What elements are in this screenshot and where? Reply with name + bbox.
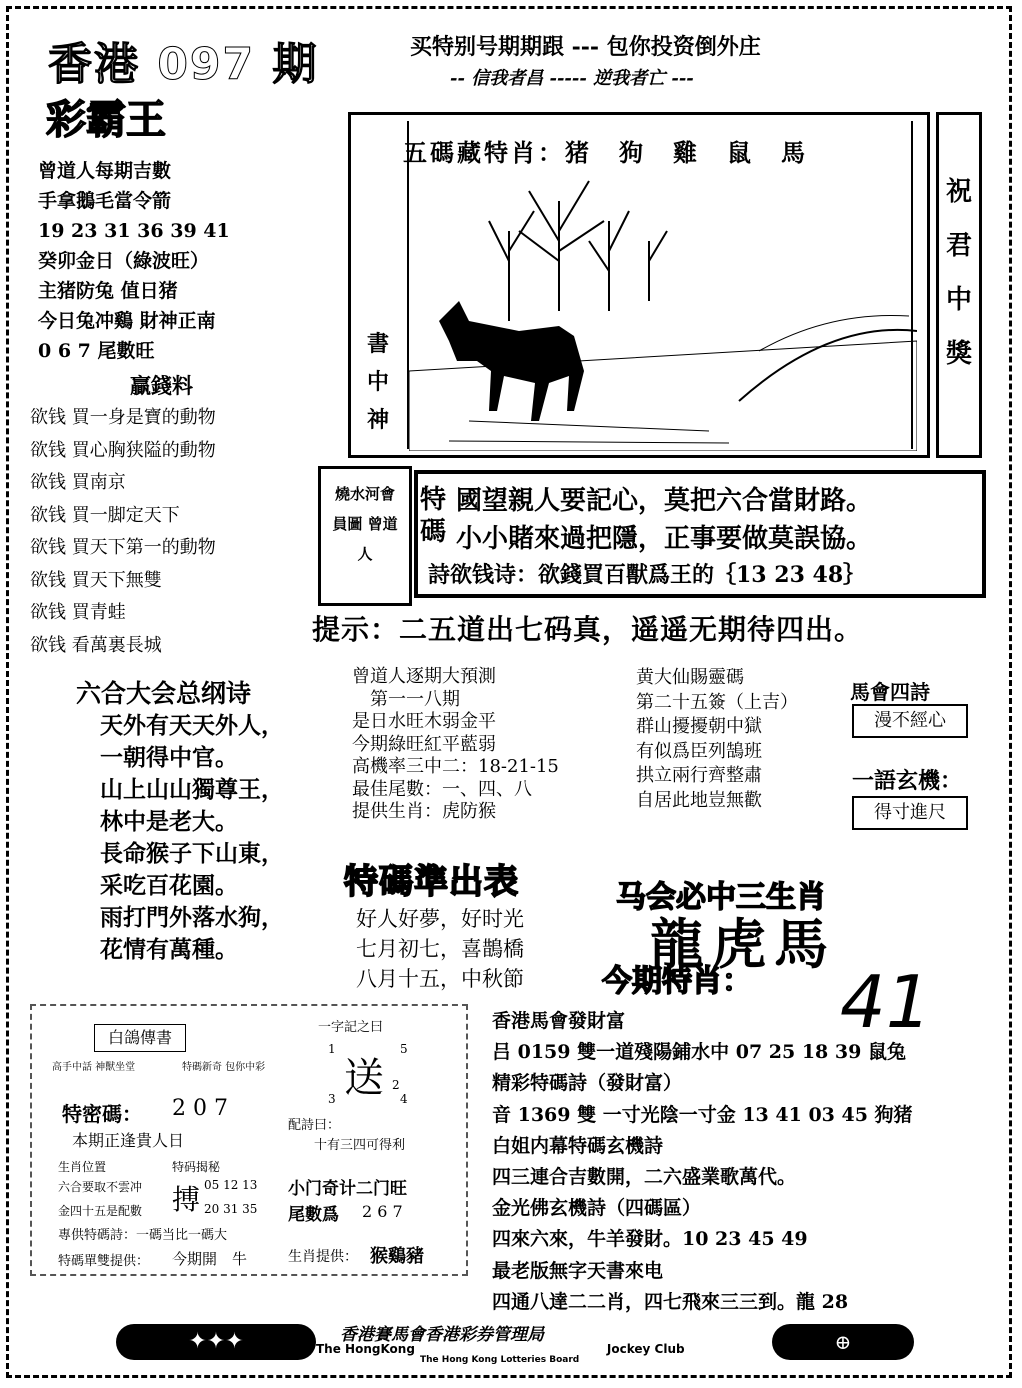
- slogan-sub: -- 信我者昌 ----- 逆我者亡 ---: [450, 68, 694, 89]
- pos-line-1: 六合要取不雲冲: [58, 1180, 143, 1194]
- donkey-icon: [439, 301, 584, 421]
- tema-table: [356, 904, 524, 994]
- door-tip: 小门奇计二门旺: [288, 1179, 407, 1199]
- prediction-block: [352, 666, 559, 824]
- list-item: 吕 0159 雙一道殘陽鋪水中 07 25 18 39 鼠兔: [492, 1041, 906, 1064]
- pos-line-2: 金四十五是配數: [58, 1204, 143, 1218]
- zonggang-poem: [100, 710, 284, 966]
- tema-tag: 特碼: [420, 485, 447, 547]
- intro-line: 主猪防兔 值日猪: [38, 280, 178, 302]
- tip-line: 提示：二五道出七码真，遥遥无期待四出。: [312, 613, 864, 646]
- donkey-landscape-illustration: [409, 121, 917, 451]
- left-vertical-label: 書中神: [366, 331, 389, 433]
- list-item: 欲钱 買天下第一的動物: [30, 537, 216, 558]
- slogan-main: 买特别号期期跟 --- 包你投资倒外庄: [410, 34, 761, 60]
- prediction-line: 最佳尾數：一、四、八: [352, 778, 532, 800]
- tail-label: 尾數爲: [288, 1205, 339, 1225]
- oracle-line: 群山擾擾朝中獄: [636, 716, 762, 737]
- pigeon-card: [30, 1004, 468, 1276]
- oracle-block: [636, 666, 798, 813]
- list-item: 香港馬會發財富: [492, 1010, 626, 1032]
- jockey-club-logo: ✦✦✦: [116, 1324, 316, 1360]
- poem-line: 天外有天天外人，: [100, 712, 284, 739]
- poem-line-2: 小小賭來過把隱，正事要做莫誤協。: [456, 524, 873, 554]
- prediction-line: 提供生肖：虎防猴: [352, 801, 496, 822]
- oracle-line: 有似爲臣列鵠班: [636, 740, 762, 762]
- oracle-line: 自居此地豈無歡: [636, 789, 762, 811]
- illustration-box: [348, 112, 930, 458]
- win-section-title: 贏錢料: [130, 373, 193, 398]
- list-item: 四通八達二二肖，四七飛來三三到。龍 28: [492, 1290, 849, 1313]
- footer-en2: The Hong Kong Lotteries Board: [420, 1355, 580, 1365]
- kill-label: 特码揭秘: [172, 1160, 221, 1174]
- five-code-heading: 五碼藏特肖：猪 狗 雞 鼠 馬: [403, 138, 808, 167]
- poem-line: 一朝得中官。: [100, 744, 238, 771]
- intro-line: 曾道人每期吉數: [38, 160, 172, 182]
- today-zodiac-label: 今期特肖：: [602, 964, 752, 999]
- card-title: 白鴿傳書: [94, 1024, 186, 1052]
- secret-value: 2 0 7: [172, 1096, 228, 1121]
- intro-line: 手拿鵝毛當令箭: [38, 190, 172, 212]
- list-item: 欲钱 買一身是寶的動物: [30, 407, 216, 428]
- num-3: 3: [328, 1092, 336, 1106]
- list-item: 精彩特碼詩（發財富）: [492, 1072, 683, 1095]
- special-poem: 專供特碼詩：一碼当比一碼大: [58, 1228, 228, 1243]
- poem-box: [414, 470, 986, 598]
- box2-title: 一語玄機：: [852, 768, 963, 794]
- kill-char: 搏: [172, 1183, 201, 1216]
- prediction-line: 是日水旺木弱金平: [352, 711, 496, 732]
- pos-label: 生肖位置: [58, 1160, 107, 1174]
- kill-nums-2: 20 31 35: [204, 1202, 258, 1216]
- oracle-line: 拱立兩行齊整肅: [636, 765, 762, 786]
- list-item: 音 1369 雙 一寸光陰一寸金 13 41 03 45 狗猪: [492, 1103, 913, 1126]
- right-bottom-list: [492, 1006, 913, 1318]
- noble-day: 本期正逢貴人日: [72, 1131, 185, 1150]
- intro-line: 19 23 31 36 39 41: [38, 220, 230, 242]
- poem-label: 配詩曰：: [288, 1118, 341, 1133]
- zonggang-title: 六合大会总纲诗: [76, 679, 252, 708]
- list-item: 欲钱 看萬裏長城: [30, 634, 162, 656]
- list-item: 欲钱 買天下無雙: [30, 569, 162, 591]
- intro-line: 癸卯金日（綠波旺）: [38, 250, 210, 272]
- lotteries-logo: ⊕: [772, 1324, 914, 1360]
- list-item: 最老版無字天書來电: [492, 1259, 664, 1282]
- list-item: 四三連合吉數開，二六盛業歌萬代。: [492, 1166, 797, 1189]
- double-value: 今期開 牛: [172, 1250, 248, 1268]
- footer-cn: 香港賽馬會香港彩券管理局: [340, 1325, 544, 1345]
- list-item: 欲钱 買青蛙: [30, 602, 126, 623]
- illustration-frame: [407, 121, 913, 449]
- card-poem: 十有三四可得利: [314, 1138, 406, 1153]
- oracle-line: 第二十五簽（上吉）: [636, 691, 798, 713]
- num-1: 1: [328, 1042, 336, 1056]
- poem-line: 采吃百花園。: [100, 872, 238, 899]
- poem-line-1: 國望親人要記心，莫把六合當財路。: [456, 486, 873, 516]
- prediction-line: 第一一八期: [352, 688, 460, 710]
- prediction-line: 今期綠旺紅平藍弱: [352, 733, 496, 755]
- list-item: 欲钱 買一脚定天下: [30, 504, 180, 526]
- prediction-line: 高機率三中二：18-21-15: [352, 756, 559, 777]
- list-item: 欲钱 買南京: [30, 472, 126, 493]
- card-sub-right: 特碼新奇 包你中彩: [182, 1062, 266, 1073]
- tema-line: 八月十五，中秋節: [356, 967, 524, 991]
- num-4: 4: [400, 1092, 408, 1106]
- secret-label: 特密碼：: [62, 1102, 142, 1126]
- right-vertical-label: 祝君中獎: [936, 112, 982, 458]
- list-item: 四來六來，牛羊發財。10 23 45 49: [492, 1228, 808, 1251]
- word-char: 送: [344, 1055, 384, 1101]
- list-item: 欲钱 買心胸狭隘的動物: [30, 439, 216, 461]
- poem-line-3: 詩欲钱诗：欲錢買百獸爲王的｛13 23 48｝: [428, 562, 866, 588]
- tema-line: 好人好夢，好时光: [356, 907, 524, 931]
- card-sub-left: 高手中話 神獸坐堂: [52, 1062, 136, 1073]
- handwritten-number: 41: [840, 960, 932, 1044]
- intro-line: 今日兔冲鷄 財神正南: [38, 310, 216, 332]
- prediction-line: 曾道人逐期大預測: [352, 666, 496, 687]
- double-label: 特碼單雙提供：: [58, 1254, 150, 1269]
- win-list: [30, 402, 216, 662]
- list-item: 白姐内幕特碼玄機詩: [492, 1134, 664, 1157]
- box1-text: 漫不經心: [852, 704, 968, 738]
- tail-value: 2 6 7: [362, 1202, 403, 1221]
- footer-en: The HongKong Jockey Club: [316, 1342, 685, 1356]
- left-intro: [38, 156, 230, 366]
- oracle-line: 黄大仙賜靈碼: [636, 667, 744, 688]
- poem-line: 林中是老大。: [100, 808, 238, 835]
- zodiac-value: 猴鷄豬: [370, 1246, 424, 1267]
- brand-subtitle: 彩霸王: [46, 97, 166, 143]
- kill-nums-1: 05 12 13: [204, 1178, 258, 1192]
- box1-title: 馬會四詩: [850, 680, 930, 704]
- issue-title: 香港 097 期: [48, 39, 319, 90]
- zodiac-label: 生肖提供：: [288, 1249, 358, 1265]
- stamp-seal: [318, 466, 412, 606]
- list-item: 金光佛玄機詩（四碼區）: [492, 1197, 702, 1220]
- three-zodiac-animals: 龍虎馬: [650, 912, 836, 976]
- intro-line: 0 6 7 尾數旺: [38, 340, 155, 362]
- tema-table-title: 特碼準出表: [344, 862, 519, 902]
- num-2: 2: [392, 1078, 400, 1092]
- box2-text: 得寸進尺: [852, 796, 968, 830]
- tema-line: 七月初七，喜鵲橋: [356, 937, 524, 961]
- poem-line: 花情有萬種。: [100, 936, 238, 963]
- poem-line: 雨打門外落水狗，: [100, 904, 284, 931]
- stamp-text: 燒水河會員圖 曾道人: [332, 485, 398, 563]
- num-5: 5: [400, 1042, 408, 1056]
- three-zodiac-label: 马会必中三生肖: [616, 880, 826, 915]
- poem-line: 長命猴子下山東，: [100, 840, 284, 867]
- poem-line: 山上山山獨尊王，: [100, 776, 284, 803]
- word-title: 一字記之曰: [318, 1020, 384, 1035]
